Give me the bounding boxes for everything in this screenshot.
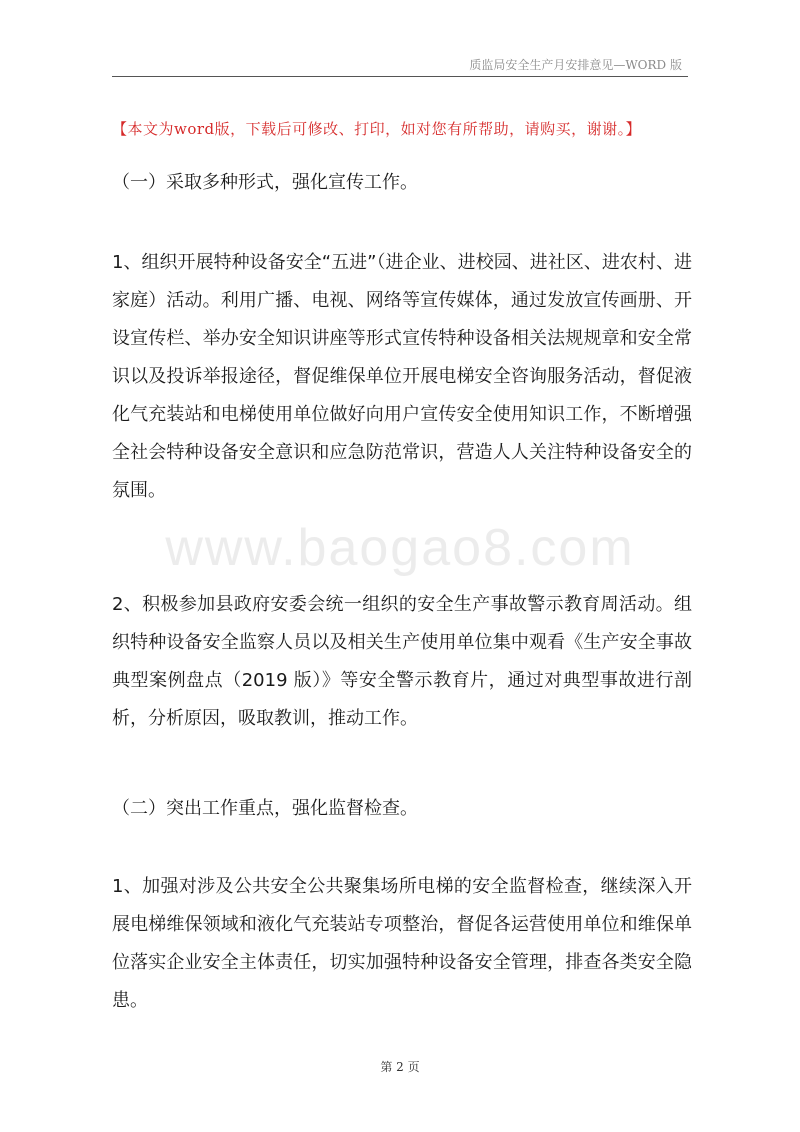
download-notice: 【本文为word版，下载后可修改、打印，如对您有所帮助，请购买，谢谢。】: [112, 120, 642, 138]
document-header-title: 质监局安全生产月安排意见—WORD 版: [469, 58, 682, 72]
page-number: 第 2 页: [380, 1060, 420, 1074]
watermark: www.baogao8.com: [165, 519, 635, 577]
section-heading-1: （一）采取多种形式，强化宣传工作。: [112, 172, 418, 193]
header-divider: [112, 76, 688, 77]
paragraph-1: 1、组织开展特种设备安全“五进”（进企业、进校园、进社区、进农村、进家庭）活动。利用广播、电视、网络等宣传媒体，通过发放宣传画册、开设宣传栏、举办安全知识讲座等形式宣传特种设备相关法规规章和安全常识以及投诉举报途径，督促维保单位开展电梯安全咨询服务活动，督促液化气充装站和电梯使用单位做好向用户宣传安全使用知识工作，不断增强全社会特种设备安全意识和应急防范常识，营造人人关注特种设备安全的氛围。: [112, 252, 692, 501]
section-heading-2: （二）突出工作重点，强化监督检查。: [112, 798, 418, 819]
paragraph-2: 2、积极参加县政府安委会统一组织的安全生产事故警示教育周活动。组织特种设备安全监察人员以及相关生产使用单位集中观看《生产安全事故典型案例盘点（2019 版）》等安全警示教育片，通过对典型事故进行剖析，分析原因，吸取教训，推动工作。: [112, 594, 692, 729]
paragraph-3: 1、加强对涉及公共安全公共聚集场所电梯的安全监督检查，继续深入开展电梯维保领域和液化气充装站专项整治，督促各运营使用单位和维保单位落实企业安全主体责任，切实加强特种设备安全管理，排查各类安全隐患。: [112, 876, 692, 1011]
